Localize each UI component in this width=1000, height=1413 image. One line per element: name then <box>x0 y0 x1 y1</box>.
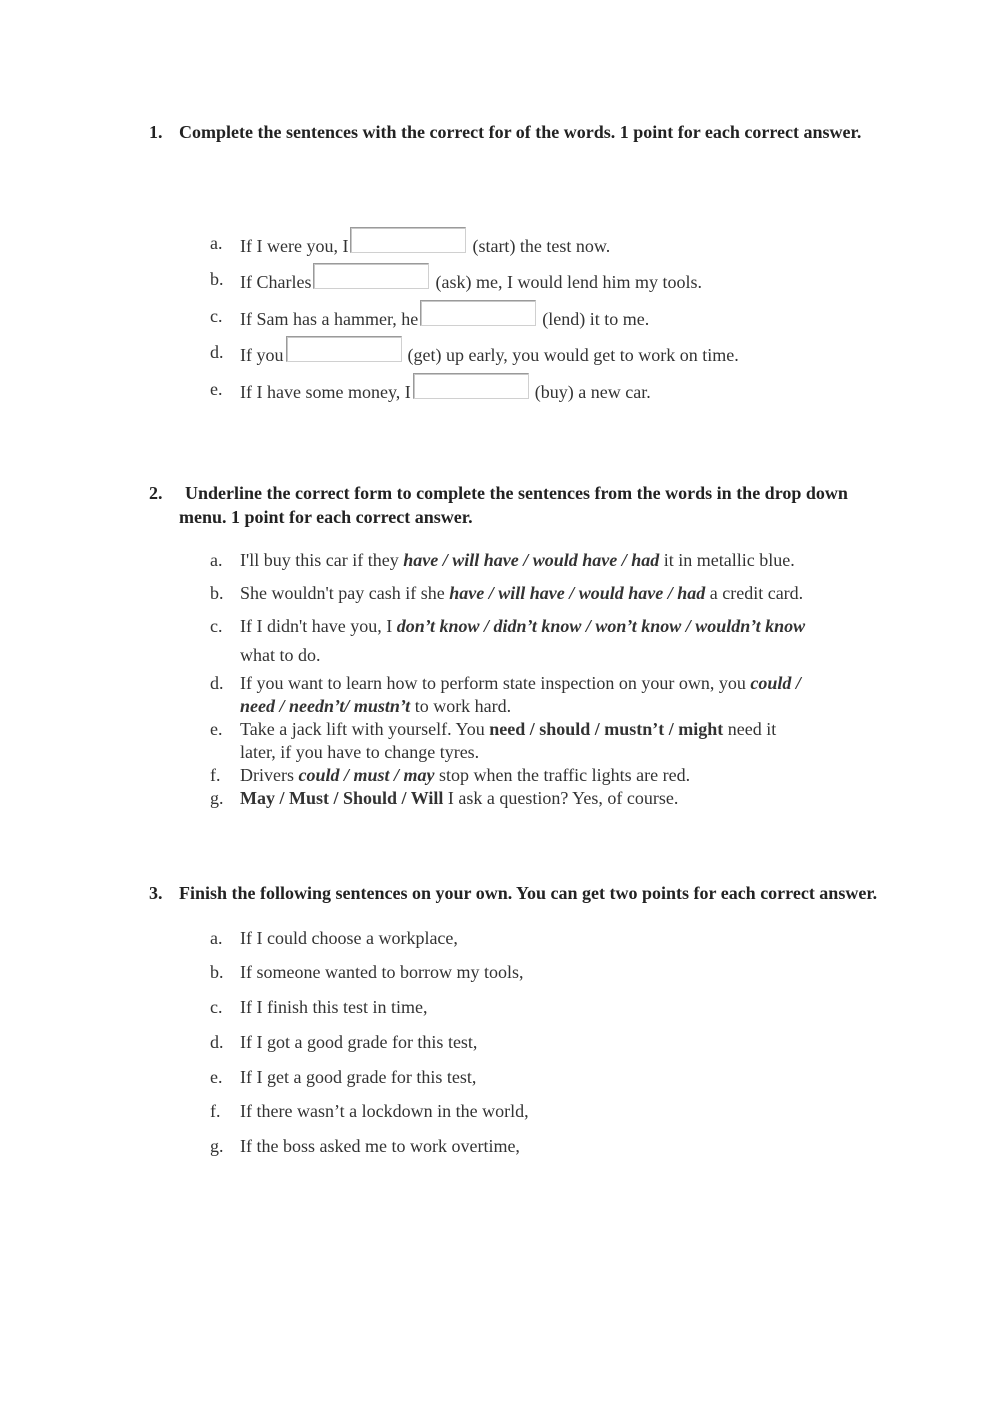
section3-heading-text: Finish the following sentences on your own. You can get two points for each correct answer. <box>179 883 878 903</box>
item-text-after: a credit card. <box>705 583 804 603</box>
item-text-before: Drivers <box>240 765 299 785</box>
section2-heading <box>149 481 889 529</box>
item-letter: d. <box>210 342 224 362</box>
item-letter: e. <box>210 379 223 399</box>
item-text-after: (lend) it to me. <box>542 309 650 329</box>
section2-heading-text: Underline the correct form to complete the sentences from the words in the drop down menu. 1 point for each correct answer. <box>179 483 848 527</box>
item-letter: f. <box>210 1101 221 1121</box>
item-letter: c. <box>210 306 223 326</box>
item-letter: d. <box>210 673 224 693</box>
item-letter: a. <box>210 928 223 948</box>
item-text-after: stop when the traffic lights are red. <box>434 765 691 785</box>
item-text-before: Take a jack lift with yourself. You <box>240 719 490 739</box>
option-dropdown-d-line2: need / needn’t/ mustn’t <box>240 696 411 716</box>
item-letter: f. <box>210 765 221 785</box>
option-dropdown-a[interactable]: have / will have / would have / had <box>403 550 660 570</box>
section1-heading-text: Complete the sentences with the correct for of the words. 1 point for each correct answer. <box>179 122 862 142</box>
section2-number: 2. <box>149 483 163 503</box>
answer-input-d[interactable] <box>286 336 402 362</box>
item-text-after: to work hard. <box>410 696 512 716</box>
item-letter: a. <box>210 233 223 253</box>
item-text-after: it in metallic blue. <box>659 550 795 570</box>
item-letter: d. <box>210 1032 224 1052</box>
item-text-after: need it <box>723 719 777 739</box>
answer-input-b[interactable] <box>313 263 429 289</box>
item-text-after-line2: later, if you have to change tyres. <box>240 742 480 762</box>
section3-number: 3. <box>149 883 163 903</box>
item-text-before: If I didn't have you, I <box>240 616 397 636</box>
item-text-after: (get) up early, you would get to work on time. <box>407 345 739 365</box>
item-text-before: If I were you, I <box>240 236 349 256</box>
item-text-after: (buy) a new car. <box>534 382 651 402</box>
option-dropdown-d-line1: could / <box>750 673 801 693</box>
item-text: If I get a good grade for this test, <box>240 1067 477 1087</box>
item-letter: g. <box>210 1136 224 1156</box>
option-dropdown-c[interactable]: don’t know / didn’t know / won’t know / wouldn’t know <box>396 616 806 636</box>
item-letter: b. <box>210 962 224 982</box>
item-letter: e. <box>210 1067 223 1087</box>
item-text-before: If I have some money, I <box>240 382 411 402</box>
answer-input-a[interactable] <box>350 227 466 253</box>
item-letter: a. <box>210 550 223 570</box>
option-dropdown-g[interactable]: May / Must / Should / Will <box>240 788 444 808</box>
item-text-after: (start) the test now. <box>472 236 611 256</box>
item-text-before: I'll buy this car if they <box>240 550 404 570</box>
item-text-before: If Charles <box>240 272 312 292</box>
item-text: If I finish this test in time, <box>240 997 428 1017</box>
section1-heading <box>149 120 889 144</box>
option-dropdown-e[interactable]: need / should / mustn’t / might <box>489 719 724 739</box>
item-text-after: I ask a question? Yes, of course. <box>443 788 679 808</box>
item-letter: g. <box>210 788 224 808</box>
answer-input-e[interactable] <box>413 373 529 399</box>
item-text-before: She wouldn't pay cash if she <box>240 583 450 603</box>
item-text-before: If you want to learn how to perform state inspection on your own, you <box>240 673 751 693</box>
option-dropdown-f[interactable]: could / must / may <box>298 765 435 785</box>
section1-number: 1. <box>149 122 163 142</box>
item-letter: c. <box>210 997 223 1017</box>
item-letter: b. <box>210 269 224 289</box>
answer-input-c[interactable] <box>420 300 536 326</box>
item-text-after: (ask) me, I would lend him my tools. <box>435 272 702 292</box>
section3-heading <box>149 881 889 905</box>
item-letter: b. <box>210 583 224 603</box>
item-text: If someone wanted to borrow my tools, <box>240 962 524 982</box>
item-letter: c. <box>210 616 223 636</box>
option-dropdown-b[interactable]: have / will have / would have / had <box>449 583 706 603</box>
item-text-before: If Sam has a hammer, he <box>240 309 419 329</box>
item-letter: e. <box>210 719 223 739</box>
item-text: If I could choose a workplace, <box>240 928 458 948</box>
item-text-before: If you <box>240 345 284 365</box>
item-text-after: what to do. <box>240 645 321 665</box>
item-text: If the boss asked me to work overtime, <box>240 1136 520 1156</box>
item-text: If I got a good grade for this test, <box>240 1032 478 1052</box>
item-text: If there wasn’t a lockdown in the world, <box>240 1101 529 1121</box>
